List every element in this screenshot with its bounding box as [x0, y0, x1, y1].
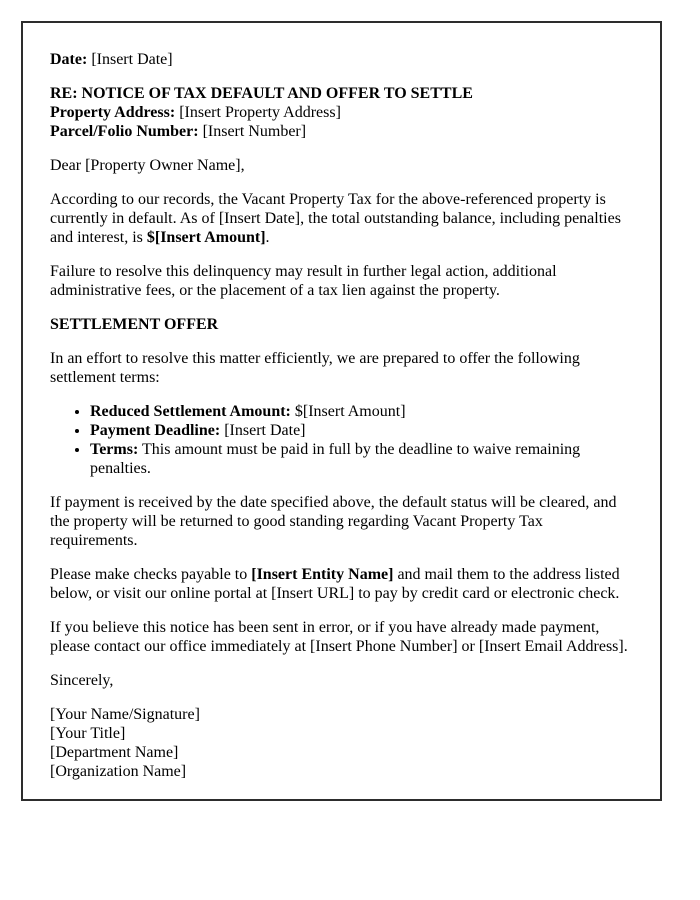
- paragraph-error-notice: If you believe this notice has been sent in error, or if you have already made payment, please contact our office immediately at [Insert Phone Number] or [Insert Email Address].: [50, 619, 628, 655]
- signature-organization: [Organization Name]: [50, 763, 187, 780]
- date-label: Date:: [50, 51, 88, 68]
- paragraph-checks: [50, 565, 633, 603]
- date-line: [50, 50, 633, 69]
- property-address-label: Property Address:: [50, 104, 176, 121]
- list-item: [90, 421, 633, 440]
- bullet-text: $[Insert Amount]: [294, 403, 406, 420]
- letter-frame: [21, 21, 662, 801]
- entity-bold: [Insert Entity Name]: [251, 566, 394, 583]
- balance-text: According to our records, the Vacant Property Tax for the above-referenced property is currently in default. As of [Insert Date], the total outstanding balance, including penalties and interest, is: [50, 191, 621, 246]
- property-address-value: [Insert Property Address]: [179, 104, 341, 121]
- subject-line: RE: NOTICE OF TAX DEFAULT AND OFFER TO SETTLE: [50, 85, 473, 102]
- bullet-label: Reduced Settlement Amount:: [90, 403, 291, 420]
- parcel-value: [Insert Number]: [202, 123, 307, 140]
- parcel-label: Parcel/Folio Number:: [50, 123, 199, 140]
- settlement-terms-list: [50, 402, 633, 478]
- settlement-heading: [50, 315, 633, 334]
- amount-bold: $[Insert Amount]: [146, 229, 266, 246]
- subject-block: [50, 84, 633, 141]
- list-item: [90, 402, 633, 421]
- checks-text-prefix: Please make checks payable to: [50, 566, 252, 583]
- checks-text-suffix: and mail them to the address listed below, or visit our online portal at [Insert URL] to pay by credit card or electronic check.: [50, 566, 620, 602]
- bullet-text: This amount must be paid in full by the deadline to waive remaining penalties.: [90, 441, 581, 477]
- paragraph-offer-intro: In an effort to resolve this matter efficiently, we are prepared to offer the following settlement terms:: [50, 350, 580, 386]
- signature-block: [50, 705, 633, 781]
- parcel-line: [50, 122, 633, 141]
- list-item: [90, 440, 633, 478]
- paragraph-failure: Failure to resolve this delinquency may result in further legal action, additional administrative fees, or the placement of a tax lien against the property.: [50, 263, 557, 299]
- signature-department: [Department Name]: [50, 744, 179, 761]
- date-value: [Insert Date]: [91, 51, 173, 68]
- bullet-label: Terms:: [90, 441, 139, 458]
- bullet-text: [Insert Date]: [224, 422, 306, 439]
- signature-name: [Your Name/Signature]: [50, 706, 200, 723]
- closing: Sincerely,: [50, 672, 114, 689]
- balance-period: .: [265, 229, 270, 246]
- bullet-label: Payment Deadline:: [90, 422, 221, 439]
- settlement-heading-text: SETTLEMENT OFFER: [50, 316, 219, 333]
- paragraph-balance: [50, 190, 633, 247]
- paragraph-payment-received: If payment is received by the date specified above, the default status will be cleared, and the property will be returned to good standing regarding Vacant Property Tax requirements.: [50, 494, 617, 549]
- property-address-line: [50, 103, 633, 122]
- salutation: Dear [Property Owner Name],: [50, 157, 245, 174]
- signature-title: [Your Title]: [50, 725, 126, 742]
